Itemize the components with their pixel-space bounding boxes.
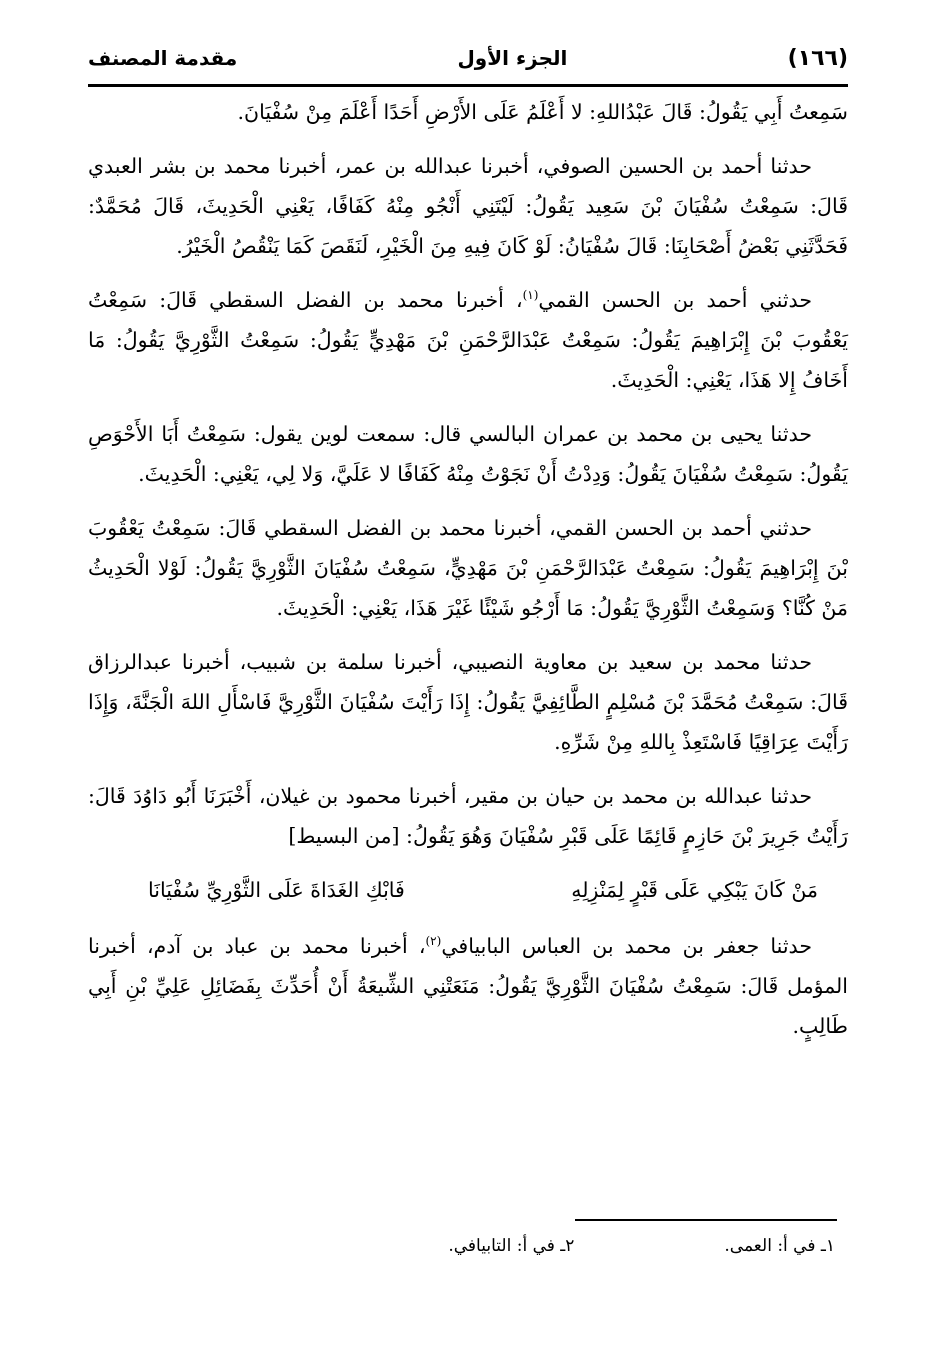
paragraph: سَمِعتُ أَبِي يَقُولُ: قَالَ عَبْدُاللهِ: لا أَعْلَمُ عَلَى الأَرْضِ أَحَدًا أَعْلَمَ مِنْ سُفْيَانَ. xyxy=(237,100,848,124)
page-header xyxy=(88,38,848,78)
footnotes xyxy=(100,1236,835,1256)
volume-title: الجزء الأول xyxy=(457,46,568,70)
page-number: (١٦٦) xyxy=(787,45,848,71)
paragraph-text: حدثنا جعفر بن محمد بن العباس البابيافي xyxy=(441,934,812,958)
paragraph-text: حدثني أحمد بن الحسن القمي xyxy=(538,288,812,312)
footnote: ١ـ في أ: العمى. xyxy=(724,1236,835,1256)
paragraph: حدثنا محمد بن سعيد بن معاوية النصيبي، أخبرنا سلمة بن شبيب، أخبرنا عبدالرزاق قَالَ: سَمِعْتُ مُحَمَّدَ بْنَ مُسْلِمٍ الطَّائِفِيَّ يَقُولُ: إِذَا رَأَيْتَ سُفْيَانَ الثَّوْرِيَّ فَاسْأَلِ اللهَ الْجَنَّةَ، وَإِذَا رَأَيْتَ عِرَاقِيًا فَاسْتَعِذْ بِاللهِ مِنْ شَرِّهِ. xyxy=(88,650,848,754)
footnote-ref: (٢) xyxy=(425,934,442,949)
paragraph: حدثنا أحمد بن الحسين الصوفي، أخبرنا عبدالله بن عمر، أخبرنا محمد بن بشر العبدي قَالَ: سَمِعْتُ سُفْيَانَ بْنَ سَعِيد يَقُولُ: لَيْتَنِي أَنْجُو مِنْهُ كَفَافًا، يَعْنِي الْحَدِيثَ، قَالَ مُحَمَّدٌ: فَحَدَّثَنِي بَعْضُ أَصْحَابِنَا: قَالَ سُفْيَانُ: لَوْ كَانَ فِيهِ مِنَ الْخَيْرِ، لَنَقَصَ كَمَا يَنْقُصُ الْخَيْرُ. xyxy=(88,154,848,258)
footnote-divider xyxy=(575,1219,837,1221)
paragraph: حدثنا يحيى بن محمد بن عمران البالسي قال: سمعت لوين يقول: سَمِعْتُ أَبَا الأَحْوَصِ يَقُولُ: سَمِعْتُ سُفْيَانَ يَقُولُ: وَدِدْتُ أَنْ نَجَوْتُ مِنْهُ كَفَافًا لا عَلَيَّ، وَلا لِي، يَعْنِي: الْحَدِيثَ. xyxy=(88,422,848,486)
paragraph: حدثنا عبدالله بن محمد بن حيان بن مقير، أخبرنا محمود بن غيلان، أَخْبَرَنَا أَبُو دَاوُدَ قَالَ: رَأَيْتُ جَرِيرَ بْنَ حَازِمٍ قَائِمًا عَلَى قَبْرِ سُفْيَانَ وَهُوَ يَقُولُ: [من البسيط] xyxy=(88,784,848,848)
poem-verse xyxy=(88,870,848,910)
section-title: مقدمة المصنف xyxy=(88,46,238,70)
paragraph xyxy=(88,280,848,400)
verse-second-hemistich: فَابْكِ الغَدَاةَ عَلَى الثَّوْرِيِّ سُفْيَانَا xyxy=(148,878,405,902)
footnote-ref: (١) xyxy=(522,288,539,303)
paragraph: حدثني أحمد بن الحسن القمي، أخبرنا محمد بن الفضل السقطي قَالَ: سَمِعْتُ يَعْقُوبَ بْنَ إِبْرَاهِيمَ يَقُولُ: سَمِعْتُ عَبْدَالرَّحْمَنِ بْنَ مَهْدِيٍّ، سَمِعْتُ سُفْيَانَ الثَّوْرِيَّ يَقُولُ: لَوْلا الْحَدِيثُ مَنْ كُنَّا؟ وَسَمِعْتُ الثَّوْرِيَّ يَقُولُ: مَا أَرْجُو شَيْئًا غَيْرَ هَذَا، يَعْنِي: الْحَدِيثَ. xyxy=(88,516,848,620)
paragraph-text: ، أخبرنا محمد بن عباد بن آدم، أخبرنا المؤمل قَالَ: سَمِعْتُ سُفْيَانَ الثَّوْرِيَّ يَقُولُ: مَنَعَتْنِي الشِّيعَةُ أَنْ أُحَدِّثَ بِفَضَائِلِ عَلِيِّ بْنِ أَبِي طَالِبٍ. xyxy=(88,934,848,1038)
footnote: ٢ـ في أ: التابيافي. xyxy=(448,1236,575,1256)
header-divider xyxy=(88,84,848,87)
paragraph xyxy=(88,926,848,1046)
page-body xyxy=(88,92,848,1060)
verse-first-hemistich: مَنْ كَانَ يَبْكِي عَلَى قَبْرٍ لِمَنْزِلِهِ xyxy=(571,878,818,902)
paragraph-text: ، أخبرنا محمد بن الفضل السقطي قَالَ: سَمِعْتُ يَعْقُوبَ بْنَ إِبْرَاهِيمَ يَقُولُ: سَمِعْتُ عَبْدَالرَّحْمَنِ بْنَ مَهْدِيٍّ يَقُولُ: سَمِعْتُ الثَّوْرِيَّ يَقُولُ: مَا أَخَافُ إِلا هَذَا، يَعْنِي: الْحَدِيثَ. xyxy=(88,288,848,392)
